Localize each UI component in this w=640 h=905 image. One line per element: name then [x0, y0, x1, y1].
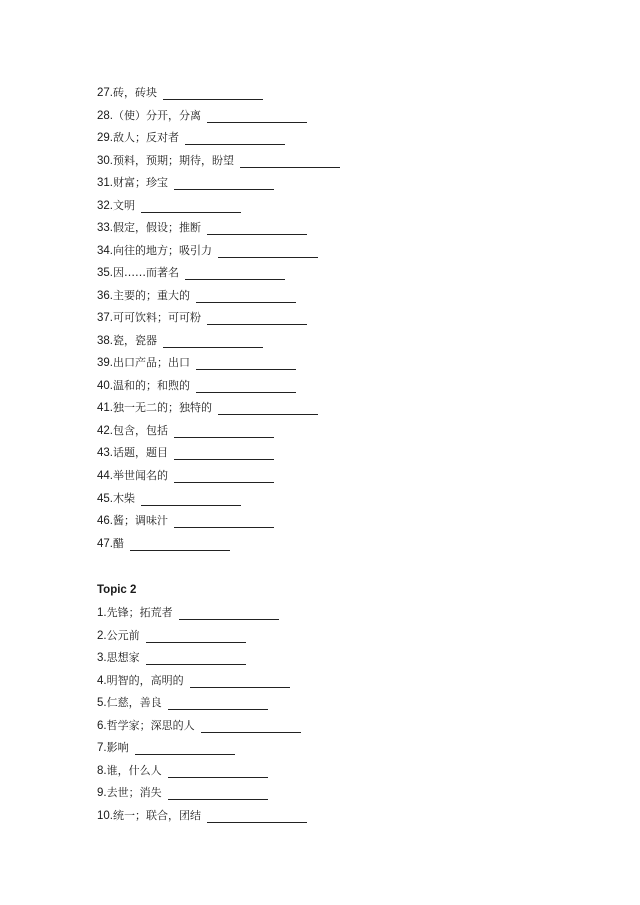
vocab-item — [97, 466, 274, 486]
vocab-item — [97, 286, 296, 306]
answer-blank[interactable] — [207, 810, 307, 823]
vocab-item — [97, 353, 296, 373]
answer-blank[interactable] — [174, 177, 274, 190]
item-number: 3. — [97, 652, 107, 664]
vocab-item — [97, 671, 290, 691]
vocab-item — [97, 648, 246, 668]
item-term: 砖，砖块 — [113, 86, 157, 99]
item-number: 31. — [97, 177, 113, 189]
item-number: 1. — [97, 607, 107, 619]
item-term: 醋 — [113, 537, 124, 550]
answer-blank[interactable] — [185, 132, 285, 145]
vocab-item — [97, 151, 340, 171]
item-number: 36. — [97, 290, 113, 302]
item-term: 包含，包括 — [113, 424, 168, 437]
vocab-item — [97, 173, 274, 193]
answer-blank[interactable] — [168, 765, 268, 778]
item-term: 文明 — [113, 199, 135, 212]
item-term: 去世；消失 — [106, 786, 162, 799]
vocab-item — [97, 331, 263, 351]
item-number: 27. — [97, 87, 113, 99]
answer-blank[interactable] — [196, 357, 296, 370]
item-term: 预料，预期；期待，盼望 — [113, 154, 234, 167]
item-number: 29. — [97, 132, 113, 144]
item-number: 6. — [97, 720, 107, 732]
item-number: 9. — [97, 787, 107, 799]
answer-blank[interactable] — [168, 697, 268, 710]
item-number: 39. — [97, 357, 113, 369]
item-number: 34. — [97, 245, 113, 257]
item-term: 财富；珍宝 — [113, 176, 168, 189]
vocab-item — [97, 241, 318, 261]
vocab-item — [97, 716, 301, 736]
vocab-item — [97, 603, 279, 623]
item-term: 举世闻名的 — [113, 469, 168, 482]
item-number: 28. — [97, 110, 113, 122]
item-term: 仁慈，善良 — [106, 696, 162, 709]
item-term: 出口产品；出口 — [113, 356, 190, 369]
vocab-item — [97, 511, 274, 531]
section-heading: Topic 2 — [97, 584, 137, 596]
item-term: 瓷，瓷器 — [113, 334, 157, 347]
item-term: 先锋；拓荒者 — [106, 606, 173, 619]
vocab-item — [97, 489, 241, 509]
answer-blank[interactable] — [163, 335, 263, 348]
answer-blank[interactable] — [207, 222, 307, 235]
answer-blank[interactable] — [190, 675, 290, 688]
item-number: 37. — [97, 312, 113, 324]
answer-blank[interactable] — [174, 425, 274, 438]
item-term: 独一无二的；独特的 — [113, 401, 212, 414]
item-term: 木柴 — [113, 492, 135, 505]
item-number: 30. — [97, 155, 113, 167]
answer-blank[interactable] — [218, 245, 318, 258]
item-term: 明智的，高明的 — [106, 674, 184, 687]
item-term: 公元前 — [106, 629, 140, 642]
item-number: 44. — [97, 470, 113, 482]
answer-blank[interactable] — [146, 652, 246, 665]
answer-blank[interactable] — [168, 787, 268, 800]
answer-blank[interactable] — [218, 402, 318, 415]
item-term: 酱；调味汁 — [113, 514, 168, 527]
item-term: 谁，什么人 — [106, 764, 162, 777]
vocab-item — [97, 398, 318, 418]
answer-blank[interactable] — [174, 447, 274, 460]
item-number: 8. — [97, 765, 107, 777]
item-number: 42. — [97, 425, 113, 437]
item-number: 41. — [97, 402, 113, 414]
item-number: 4. — [97, 675, 107, 687]
answer-blank[interactable] — [163, 87, 263, 100]
vocab-item — [97, 308, 307, 328]
vocab-item — [97, 196, 241, 216]
vocab-item — [97, 83, 263, 103]
vocab-item — [97, 443, 274, 463]
vocab-item — [97, 738, 235, 758]
item-number: 10. — [97, 810, 113, 822]
answer-blank[interactable] — [141, 200, 241, 213]
vocab-item — [97, 534, 230, 554]
item-number: 32. — [97, 200, 113, 212]
answer-blank[interactable] — [174, 470, 274, 483]
vocab-item — [97, 376, 296, 396]
item-number: 5. — [97, 697, 107, 709]
vocab-item — [97, 693, 268, 713]
vocab-item — [97, 263, 285, 283]
item-term: 可可饮料；可可粉 — [113, 311, 201, 324]
answer-blank[interactable] — [185, 267, 285, 280]
item-term: 假定，假设；推断 — [113, 221, 201, 234]
item-term: 影响 — [106, 741, 129, 754]
vocab-item — [97, 783, 268, 803]
answer-blank[interactable] — [207, 312, 307, 325]
item-term: 统一；联合，团结 — [113, 809, 201, 822]
answer-blank[interactable] — [174, 515, 274, 528]
item-number: 7. — [97, 742, 107, 754]
item-number: 38. — [97, 335, 113, 347]
answer-blank[interactable] — [201, 720, 301, 733]
vocab-item — [97, 761, 268, 781]
vocab-item — [97, 218, 307, 238]
answer-blank[interactable] — [196, 380, 296, 393]
item-number: 45. — [97, 493, 113, 505]
answer-blank[interactable] — [146, 630, 246, 643]
item-term: 思想家 — [106, 651, 140, 664]
answer-blank[interactable] — [141, 493, 241, 506]
item-term: 向往的地方；吸引力 — [113, 244, 212, 257]
item-number: 47. — [97, 538, 113, 550]
answer-blank[interactable] — [240, 155, 340, 168]
item-number: 46. — [97, 515, 113, 527]
item-number: 43. — [97, 447, 113, 459]
vocab-item — [97, 421, 274, 441]
vocab-item — [97, 106, 307, 126]
item-number: 35. — [97, 267, 113, 279]
item-number: 2. — [97, 630, 107, 642]
answer-blank[interactable] — [207, 110, 307, 123]
vocab-item — [97, 806, 307, 826]
item-term: 温和的；和煦的 — [113, 379, 190, 392]
item-number: 40. — [97, 380, 113, 392]
item-term: （使）分开，分离 — [113, 109, 201, 122]
item-term: 敌人；反对者 — [113, 131, 179, 144]
item-term: 因……而著名 — [113, 266, 179, 279]
item-number: 33. — [97, 222, 113, 234]
answer-blank[interactable] — [179, 607, 279, 620]
answer-blank[interactable] — [196, 290, 296, 303]
item-term: 话题，题目 — [113, 446, 168, 459]
vocab-item — [97, 128, 285, 148]
answer-blank[interactable] — [135, 742, 235, 755]
item-term: 哲学家；深思的人 — [106, 719, 195, 732]
vocab-item — [97, 626, 246, 646]
item-term: 主要的；重大的 — [113, 289, 190, 302]
answer-blank[interactable] — [130, 538, 230, 551]
